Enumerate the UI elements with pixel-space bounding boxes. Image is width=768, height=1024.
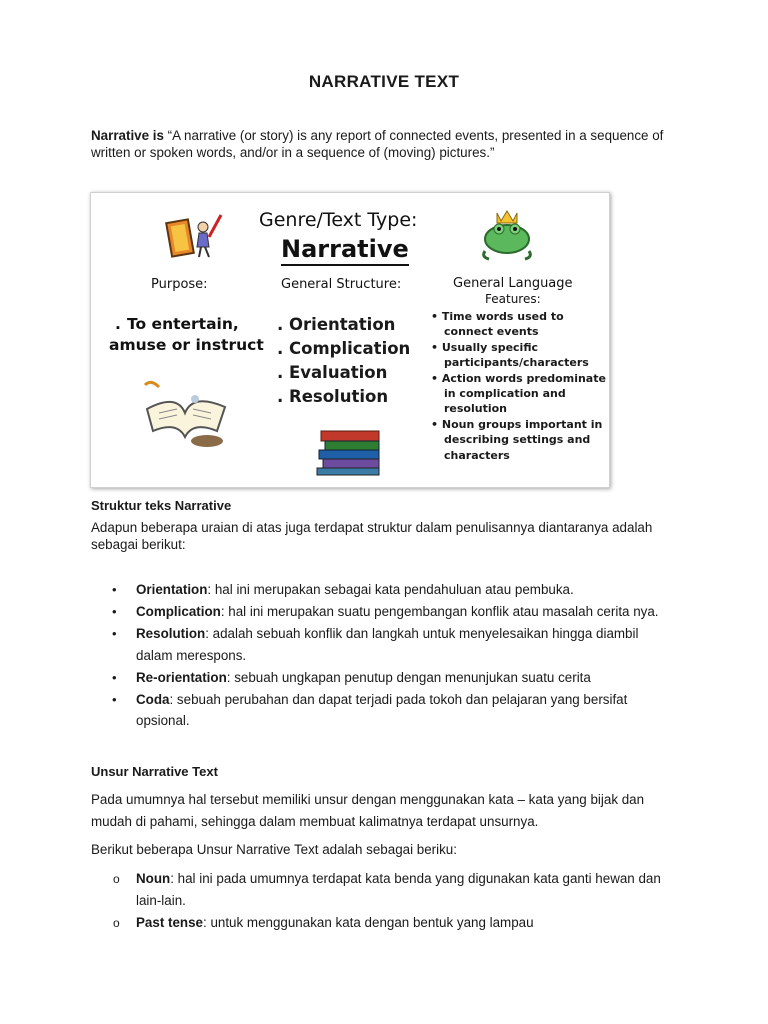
intro-text: “A narrative (or story) is any report of connected events, presented in a sequence of written or spoken words, and/or in a sequence of (moving) pictures.”: [91, 128, 664, 160]
structure-heading: General Structure:: [281, 277, 402, 292]
structure-item: . Evaluation: [277, 363, 388, 382]
book-character-icon: [161, 211, 225, 261]
list-item: • Orientation: hal ini merupakan sebagai kata pendahuluan atau pembuka.: [91, 579, 671, 601]
list-item: • Re-orientation: sebuah ungkapan penutup dengan menunjukan suatu cerita: [91, 667, 671, 689]
unsur-paragraph-2: Berikut beberapa Unsur Narrative Text adalah sebagai beriku:: [91, 842, 457, 857]
frog-prince-icon: [477, 207, 537, 263]
genre-label: Genre/Text Type:: [259, 209, 418, 231]
structure-item: . Orientation: [277, 315, 396, 334]
feature-item: • Time words used to connect events: [431, 309, 606, 340]
list-item: • Resolution: adalah sebuah konflik dan langkah untuk menyelesaikan hingga diambil dalam merespons.: [91, 623, 671, 666]
structure-item: . Complication: [277, 339, 411, 358]
features-heading: Features:: [485, 292, 541, 306]
genre-value: Narrative: [281, 235, 409, 266]
list-item: • Complication: hal ini merupakan suatu pengembangan konflik atau masalah cerita nya.: [91, 601, 671, 623]
intro-paragraph: [91, 127, 671, 161]
struktur-list: [91, 579, 671, 732]
features-list: [431, 309, 606, 463]
narrative-infographic: [90, 192, 610, 488]
intro-lead: Narrative is: [91, 128, 164, 143]
purpose-line-1: . To entertain,: [115, 315, 239, 333]
purpose-line-2: amuse or instruct: [109, 336, 264, 354]
struktur-intro: Adapun beberapa uraian di atas juga terdapat struktur dalam penulisannya diantaranya adalah sebagai berikut:: [91, 520, 653, 552]
unsur-paragraph-1: Pada umumnya hal tersebut memiliki unsur dengan menggunakan kata – kata yang bijak dan mudah di pahami, sehingga dalam membuat kalimatnya terdapat unsurnya.: [91, 792, 645, 829]
document-title: NARRATIVE TEXT: [308, 72, 460, 91]
feature-item: • Action words predominate in complication and resolution: [431, 371, 606, 417]
list-item: o Past tense: untuk menggunakan kata dengan bentuk yang lampau: [91, 912, 671, 934]
feature-item: • Usually specific participants/characters: [431, 340, 606, 371]
purpose-heading: Purpose:: [151, 277, 208, 292]
structure-list: [277, 313, 410, 409]
feature-item: • Noun groups important in describing settings and characters: [431, 417, 606, 463]
list-item: • Coda: sebuah perubahan dan dapat terjadi pada tokoh dan pelajaran yang bersifat opsional.: [91, 689, 671, 732]
struktur-heading: Struktur teks Narrative: [91, 498, 232, 513]
language-heading: General Language: [453, 276, 573, 291]
structure-item: . Resolution: [277, 387, 389, 406]
list-item: o Noun: hal ini pada umumnya terdapat kata benda yang digunakan kata ganti hewan dan lain-lain.: [91, 868, 671, 912]
unsur-heading: Unsur Narrative Text: [91, 764, 218, 779]
unsur-list: [91, 868, 671, 934]
book-stack-icon: [315, 421, 387, 477]
open-book-icon: [137, 379, 233, 449]
